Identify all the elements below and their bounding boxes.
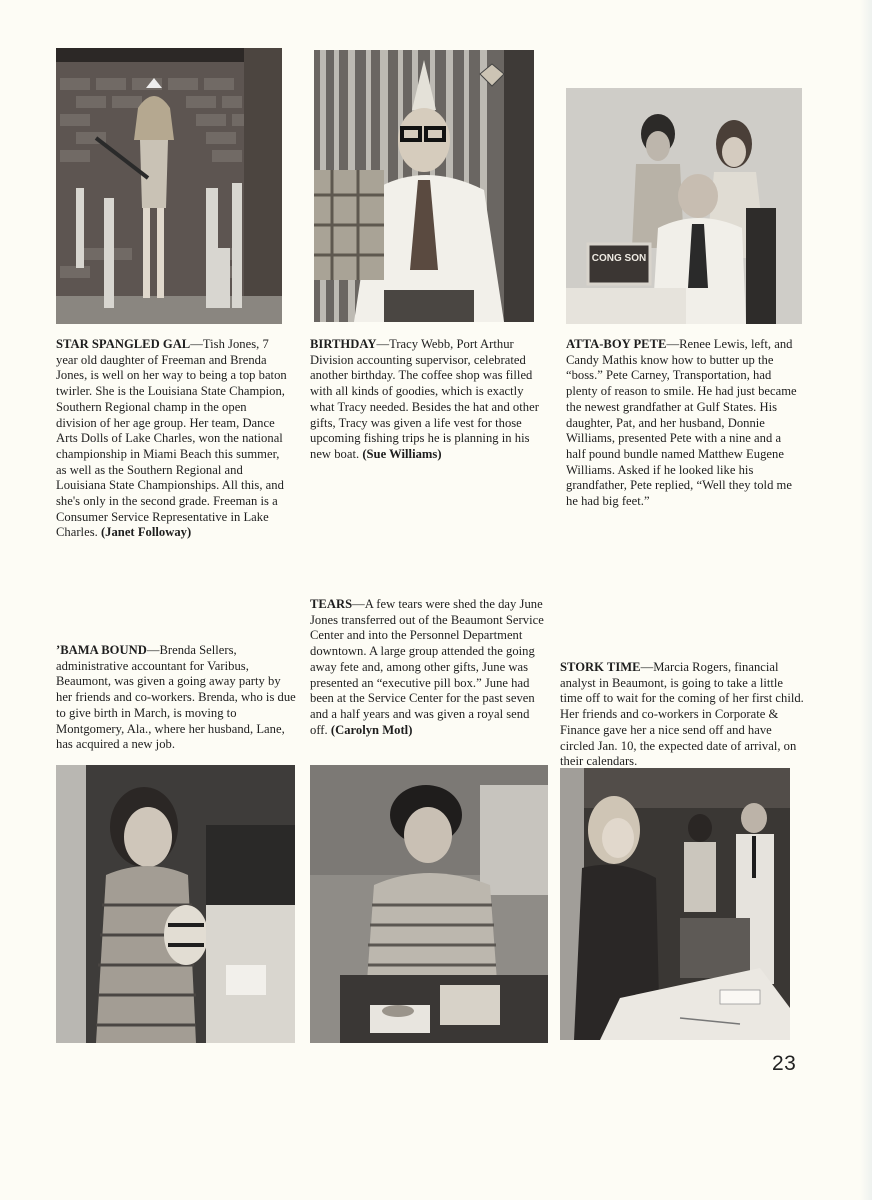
story-credit: (Carolyn Motl) <box>330 722 413 737</box>
story-headline: BIRTHDAY <box>310 337 377 351</box>
story-body: Renee Lewis, left, and Candy Mathis know how to butter up the “boss.” Pete Carney, Transportation, had plenty of reason to smile. He had just became the newest grandfather at Gulf States. His daughter, Pat, and her husband, Donnie Williams, presented Pete with a nine and a half pound bundle named Matthew Eugene Williams. Asked if he looked like his grandfather, Pete replied, “Well they told me he had big feet.” <box>566 337 797 509</box>
story-headline: STORK TIME <box>560 660 641 674</box>
photo-atta-boy-pete <box>566 88 802 324</box>
caption-tears <box>310 597 550 738</box>
page-number: 23 <box>772 1052 797 1075</box>
photo-birthday <box>314 50 534 322</box>
headline-separator: — <box>376 337 390 351</box>
headline-separator: — <box>666 337 680 351</box>
caption-stork-time <box>560 660 806 770</box>
story-body: A few tears were shed the day June Jones transferred out of the Beaumont Service Center and into the Personnel Department downtown. A large group attended the going away fete and, among other gifts, June was presented an “executive pill box.” June had been at the Service Center for the past seven and a half years and was given a royal send off. <box>310 597 544 737</box>
caption-birthday <box>310 337 546 463</box>
story-headline: TEARS <box>310 597 353 611</box>
photo-bama-bound <box>56 765 295 1043</box>
story-body: Marcia Rogers, financial analyst in Beaumont, is going to take a little time off to wait for the coming of her first child. Her friends and co-workers in Corporate & Finance gave her a nice send off and have circled Jan. 10, the expected date of arrival, on their calendars. <box>560 660 804 769</box>
story-body: Tish Jones, 7 year old daughter of Freeman and Brenda Jones, is well on her way to being a top baton twirler. She is the Louisiana State Champion, Southern Regional champ in the open division of her age group. Her team, Dance Arts Dolls of Lake Charles, won the national championship in Miami Beach this summer, as well as the Southern Regional and Louisiana State Championships. All this, and she's only in the second grade. Freeman is a Consumer Service Representative in Lake Charles. <box>56 337 287 540</box>
headline-separator: — <box>146 643 160 657</box>
story-body: Tracy Webb, Port Arthur Division accounting supervisor, celebrated another birthday. The coffee shop was filled with all kinds of goodies, which is exactly what Tracy needed. Besides the hat and other gifts, Tracy was given a life vest for those upcoming fishing trips he is planning in his new boat. <box>310 337 539 461</box>
story-headline: STAR SPANGLED GAL <box>56 337 191 351</box>
story-credit: (Janet Followay) <box>100 525 192 540</box>
story-headline: ATTA-BOY PETE <box>566 337 667 351</box>
photo-stork-time <box>560 768 790 1040</box>
caption-atta-boy-pete <box>566 337 802 510</box>
story-credit: (Sue Williams) <box>362 446 442 461</box>
svg-text:CONG SON: CONG SON <box>591 253 647 264</box>
headline-separator: — <box>640 660 654 674</box>
photo-tears <box>310 765 548 1043</box>
photo-star-spangled-gal <box>56 48 282 324</box>
story-headline: ’BAMA BOUND <box>56 643 147 657</box>
caption-bama-bound <box>56 643 296 753</box>
caption-star-spangled-gal <box>56 337 288 541</box>
headline-separator: — <box>190 337 203 351</box>
story-body: Brenda Sellers, administrative accountant for Varibus, Beaumont, was given a going away party by her friends and co-workers. Brenda, who is due to give birth in March, is moving to Montgomery, Ala., where her husband, Lane, has acquired a new job. <box>56 643 296 752</box>
headline-separator: — <box>352 597 365 611</box>
page-edge-shadow <box>860 0 872 1200</box>
